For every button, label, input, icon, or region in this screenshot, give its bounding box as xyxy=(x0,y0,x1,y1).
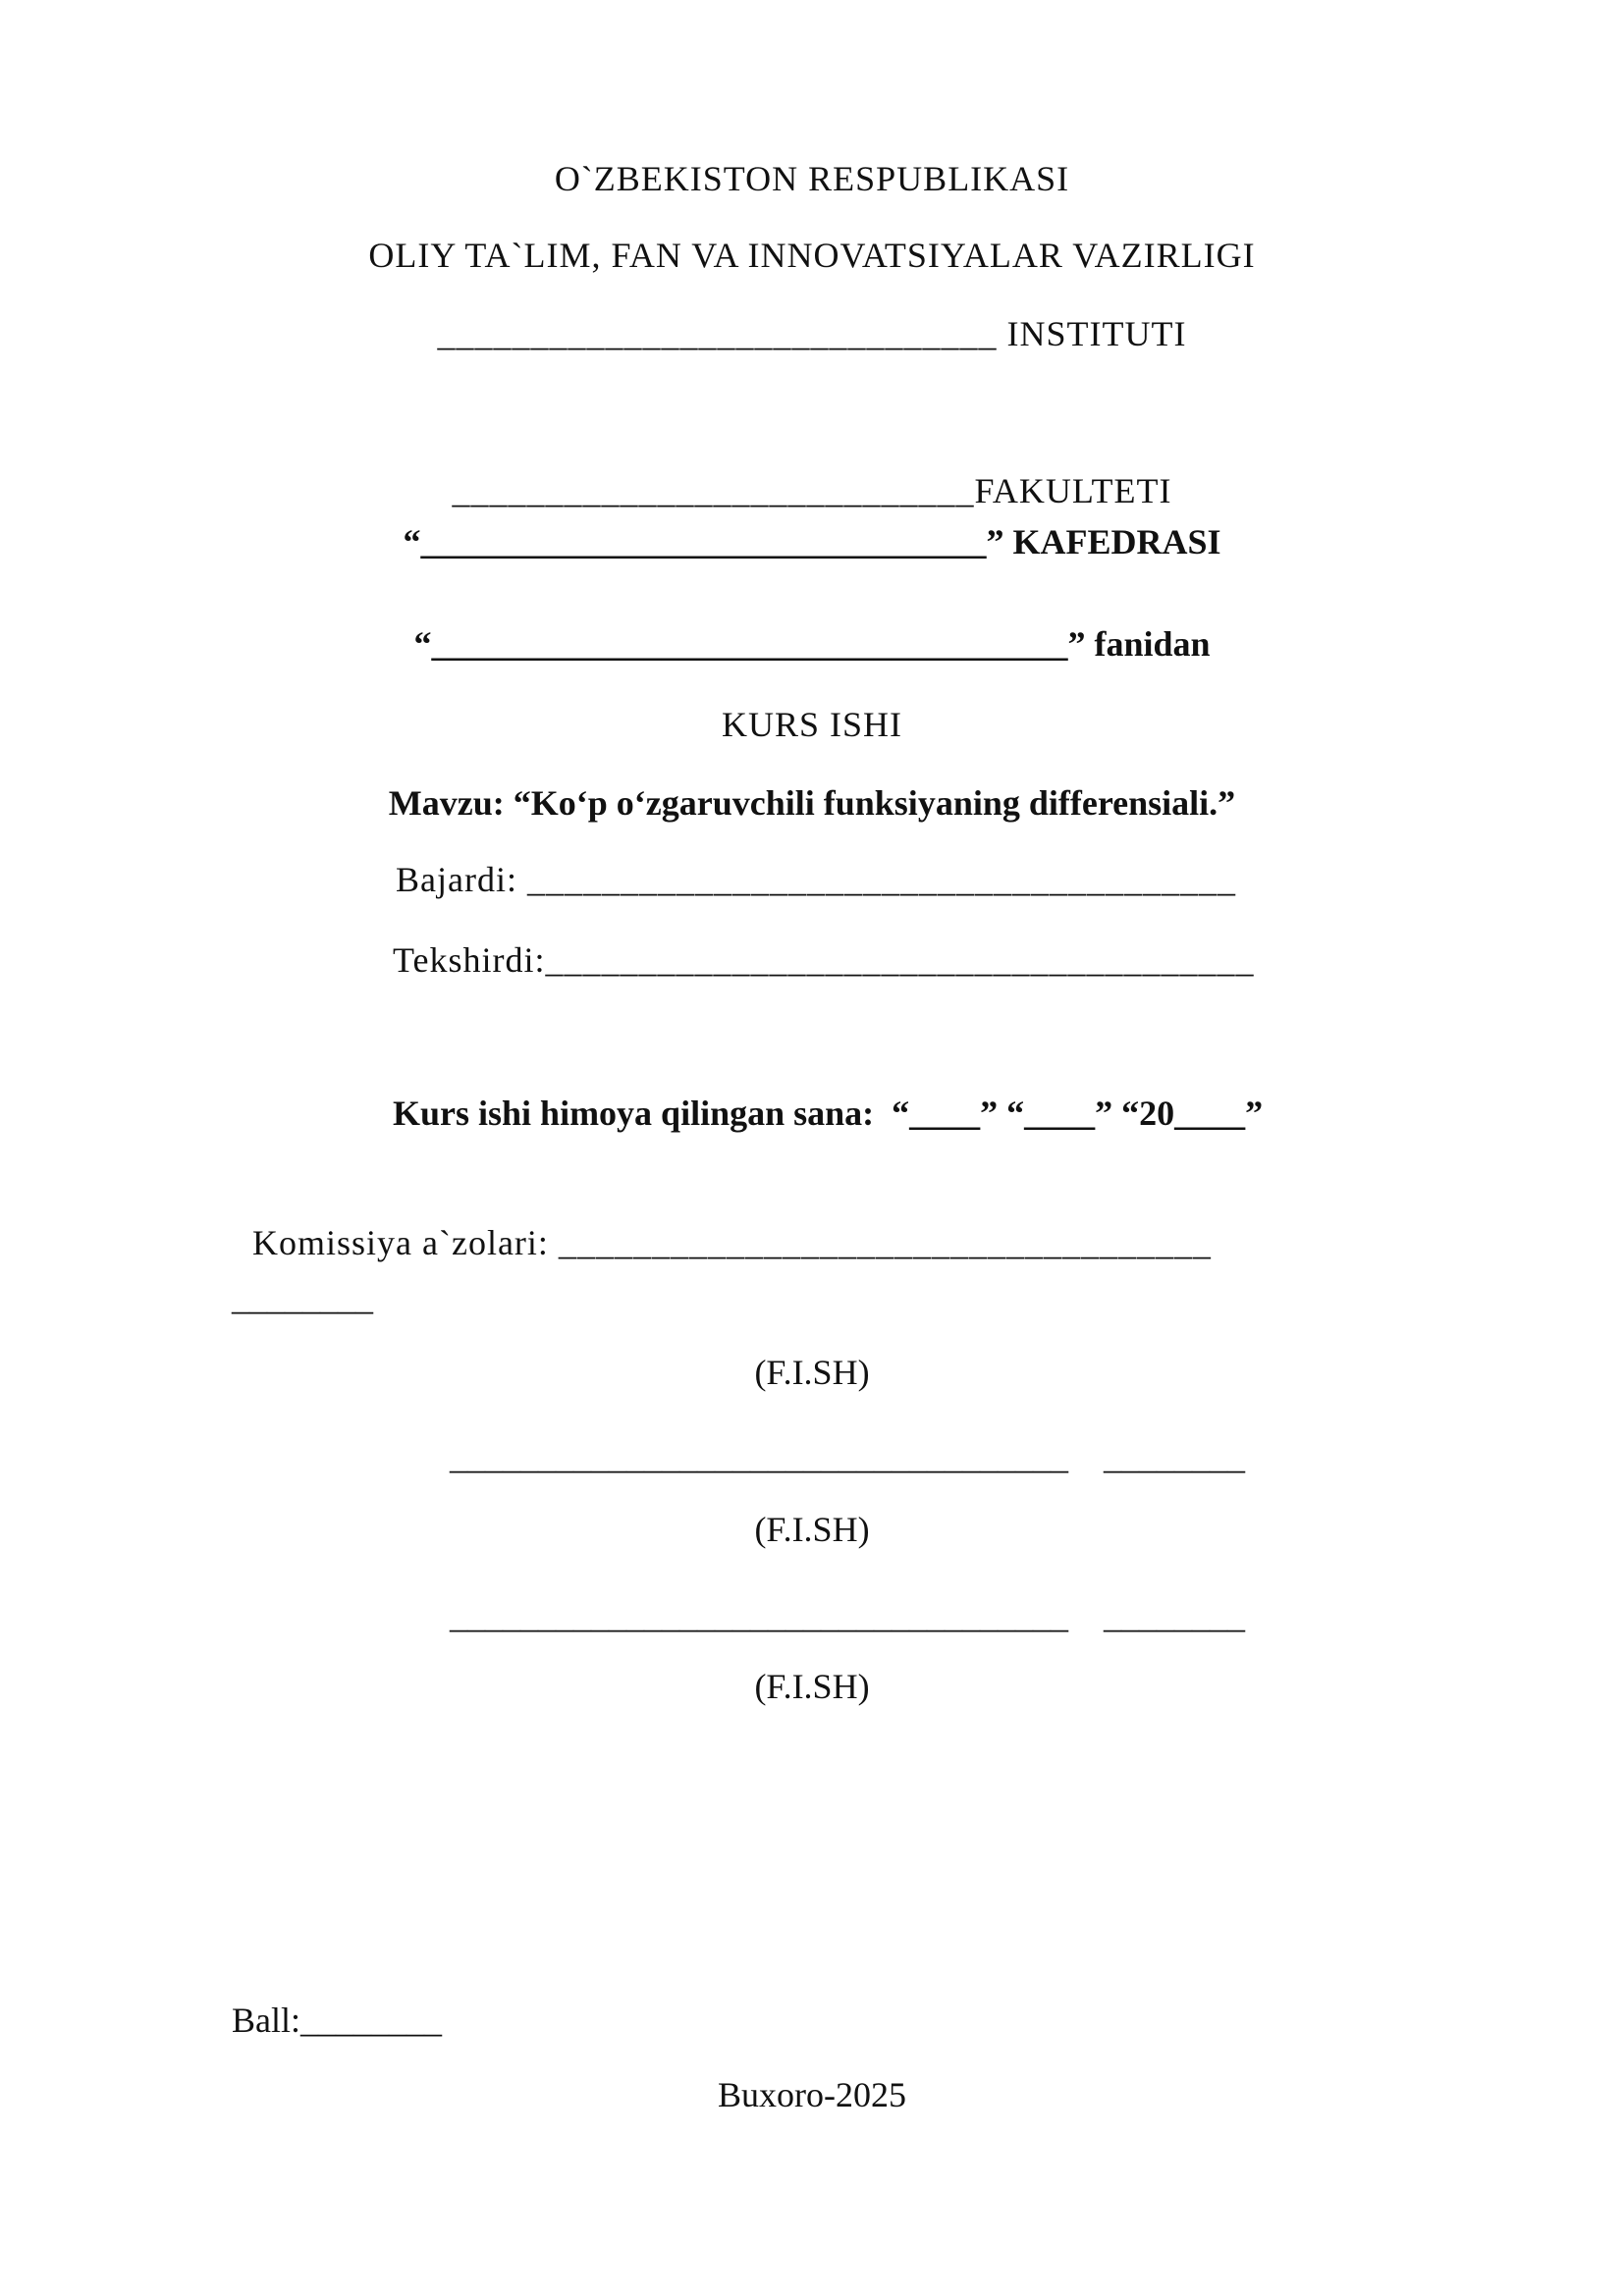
city-year: Buxoro-2025 xyxy=(718,2075,906,2114)
faculty-line: ____________________________FAKULTETI xyxy=(452,471,1172,510)
subject-line: “____________________________________” fanidan xyxy=(413,624,1211,664)
institute-line: ______________________________ INSTITUTI xyxy=(437,314,1187,353)
signature-line: ___________________________________ ________ xyxy=(450,1437,1245,1476)
document-type: KURS ISHI xyxy=(721,705,903,744)
ministry-heading: OLIY TA`LIM, FAN VA INNOVATSIYALAR VAZIRLIGI xyxy=(368,236,1256,275)
checked-by-field: Tekshirdi:______________________________________ xyxy=(393,940,1255,980)
name-caption: (F.I.SH) xyxy=(754,1510,870,1549)
signature-line: ___________________________________ ________ xyxy=(450,1596,1245,1635)
department-line: “________________________________” KAFEDRASI xyxy=(403,522,1221,561)
commission-field: Komissiya a`zolari: ___________________________________ xyxy=(252,1223,1212,1262)
name-caption: (F.I.SH) xyxy=(754,1667,870,1706)
score-field: Ball:________ xyxy=(232,2001,442,2040)
commission-continuation: ________ xyxy=(232,1278,373,1317)
defense-date-field: Kurs ishi himoya qilingan sana: “____” “____” “20____” xyxy=(393,1094,1264,1133)
name-caption: (F.I.SH) xyxy=(754,1353,870,1392)
republic-heading: O`ZBEKISTON RESPUBLIKASI xyxy=(554,159,1070,198)
done-by-field: Bajardi: ______________________________________ xyxy=(396,860,1236,899)
topic-line: Mavzu: “Ko‘p o‘zgaruvchili funksiyaning differensiali.” xyxy=(388,783,1236,823)
